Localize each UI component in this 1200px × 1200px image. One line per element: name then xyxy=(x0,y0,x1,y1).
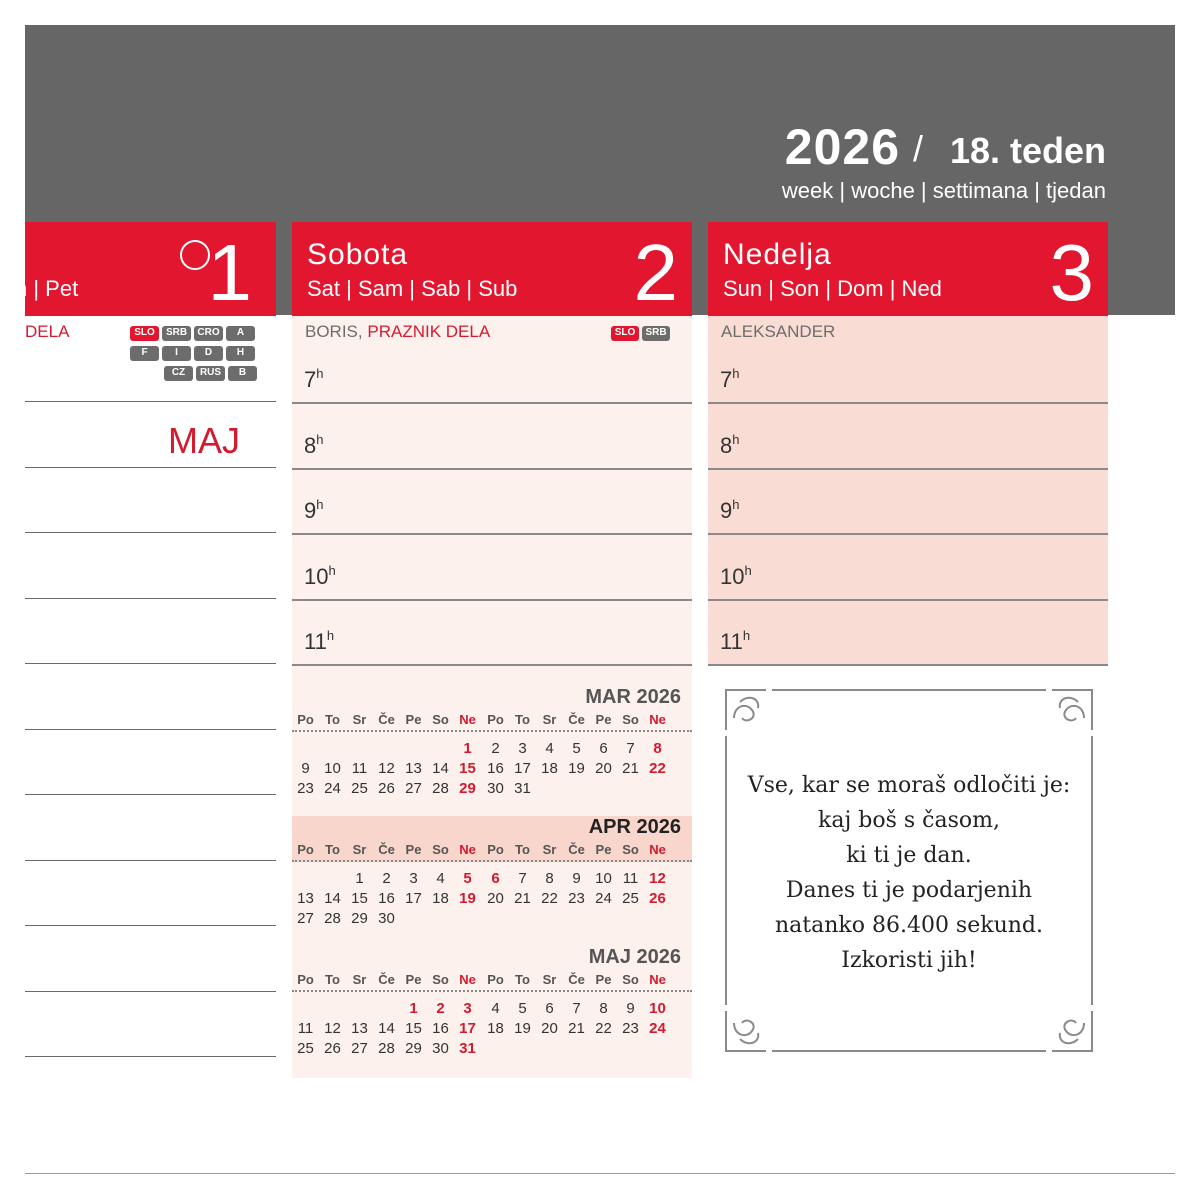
calendar-day: 23 xyxy=(622,1020,639,1037)
calendar-day: 19 xyxy=(568,760,585,777)
hour-number: 11 xyxy=(304,629,327,654)
flag-a: A xyxy=(226,326,255,341)
calendar-day: 12 xyxy=(324,1020,341,1037)
calendar-day: 23 xyxy=(297,780,314,797)
calendar-day: 4 xyxy=(436,870,445,887)
hour-label xyxy=(304,563,336,590)
day-subtitle: Sat | Sam | Sab | Sub xyxy=(307,276,518,301)
calendar-day: 1 xyxy=(409,1000,418,1017)
calendar-day: 4 xyxy=(491,1000,500,1017)
weekday-header: Pe xyxy=(405,712,422,727)
day-name: Sobota xyxy=(307,238,409,271)
hour-number: 8 xyxy=(304,432,317,458)
hour-suffix: h xyxy=(744,562,752,578)
hour-number: 7 xyxy=(304,367,317,392)
weekday-header: Po xyxy=(487,842,504,857)
calendar-day: 30 xyxy=(378,910,395,927)
hour-number: 7 xyxy=(720,367,733,392)
weekday-header: Po xyxy=(297,842,314,857)
calendar-day: 25 xyxy=(297,1040,314,1057)
calendar-day: 7 xyxy=(518,870,527,887)
hour-number: 10 xyxy=(304,563,329,589)
calendar-day: 2 xyxy=(382,870,391,887)
holiday-flags xyxy=(130,326,260,381)
calendar-day: 29 xyxy=(351,910,368,927)
calendar-day: 31 xyxy=(459,1040,476,1057)
calendar-day: 6 xyxy=(599,740,608,757)
hour-suffix: h xyxy=(316,366,324,381)
calendar-day: 31 xyxy=(514,780,531,797)
hour-suffix: h xyxy=(732,497,740,512)
calendar-day: 6 xyxy=(491,870,500,887)
hour-label xyxy=(720,563,752,590)
week-label: 18. teden xyxy=(949,130,1106,171)
calendar-day: 28 xyxy=(432,780,449,797)
hour-suffix: h xyxy=(328,562,336,578)
calendar-day: 9 xyxy=(626,1000,635,1017)
ruled-line xyxy=(25,860,276,861)
weekday-header: To xyxy=(325,712,340,727)
calendar-day: 1 xyxy=(463,740,472,757)
calendar-day: 11 xyxy=(622,870,639,887)
hour-suffix: h xyxy=(316,431,324,447)
weekday-header: Če xyxy=(568,712,585,727)
calendar-day: 13 xyxy=(405,760,422,777)
calendar-day: 22 xyxy=(649,760,666,777)
quote-line: Izkoristi jih! xyxy=(841,948,977,973)
calendar-day: 28 xyxy=(324,910,341,927)
quote-line: kaj boš s časom, xyxy=(818,808,1000,833)
calendar-day: 14 xyxy=(432,760,449,777)
month-label: MAJ xyxy=(168,420,240,461)
hour-suffix: h xyxy=(732,366,740,381)
hour-line xyxy=(708,533,1108,535)
hour-number: 8 xyxy=(720,432,733,458)
calendar-day: 13 xyxy=(351,1020,368,1037)
full-moon-icon xyxy=(180,240,210,270)
bottom-rule xyxy=(25,1173,1175,1174)
ruled-line xyxy=(25,794,276,795)
calendar-day: 15 xyxy=(405,1020,422,1037)
day-number: 2 xyxy=(633,228,678,317)
calendar-day: 12 xyxy=(649,870,666,887)
hour-line xyxy=(708,599,1108,601)
dotted-separator xyxy=(292,990,692,992)
weekday-header: Po xyxy=(297,712,314,727)
calendar-day: 16 xyxy=(432,1020,449,1037)
quote-line: Vse, kar se moraš odločiti je: xyxy=(747,773,1071,798)
day-header-sunday xyxy=(708,222,1108,316)
hour-number: 11 xyxy=(720,629,743,654)
calendar-day: 30 xyxy=(432,1040,449,1057)
calendar-day: 29 xyxy=(405,1040,422,1057)
saint-name: BORIS, xyxy=(305,322,368,341)
mini-calendar-title: MAJ 2026 xyxy=(588,946,681,968)
calendar-day: 13 xyxy=(297,890,314,907)
hour-line xyxy=(708,402,1108,404)
quote-line: natanko 86.400 sekund. xyxy=(774,913,1043,938)
day-number: 1 xyxy=(207,228,252,317)
weekday-header: Pe xyxy=(595,842,612,857)
calendar-day: 1 xyxy=(355,870,364,887)
weekday-header: Sr xyxy=(542,712,557,727)
calendar-day: 23 xyxy=(568,890,585,907)
calendar-day: 22 xyxy=(595,1020,612,1037)
mini-calendar-title: MAR 2026 xyxy=(585,686,681,708)
calendar-day: 14 xyxy=(324,890,341,907)
weekday-header: Če xyxy=(568,842,585,857)
ruled-line xyxy=(25,663,276,664)
flag-d: D xyxy=(194,346,223,361)
weekday-header: Če xyxy=(378,712,395,727)
weekday-header: To xyxy=(515,842,530,857)
calendar-day: 16 xyxy=(487,760,504,777)
quote-line: ki ti je dan. xyxy=(846,843,972,868)
calendar-day: 26 xyxy=(649,890,666,907)
weekday-header: Po xyxy=(487,712,504,727)
ruled-line xyxy=(25,991,276,992)
weekday-header: So xyxy=(432,842,449,857)
calendar-day: 14 xyxy=(378,1020,395,1037)
calendar-day: 20 xyxy=(487,890,504,907)
weekday-header: To xyxy=(515,972,530,987)
weekday-header: So xyxy=(622,972,639,987)
weekday-header: Sr xyxy=(352,972,367,987)
calendar-day: 19 xyxy=(459,890,476,907)
calendar-day: 2 xyxy=(436,1000,445,1017)
calendar-day: 18 xyxy=(541,760,558,777)
calendar-day: 8 xyxy=(599,1000,608,1017)
calendar-day: 11 xyxy=(351,760,368,777)
year-week-separator: / xyxy=(913,128,924,169)
day-header-saturday xyxy=(292,222,692,316)
calendar-day: 4 xyxy=(545,740,554,757)
calendar-day: 24 xyxy=(324,780,341,797)
calendar-day: 3 xyxy=(463,1000,472,1017)
weekday-header: Ne xyxy=(459,712,476,727)
flag-rus: RUS xyxy=(196,366,225,381)
dotted-separator xyxy=(292,860,692,862)
weekday-header: Če xyxy=(568,972,585,987)
weekday-header: Sr xyxy=(542,972,557,987)
saint-line xyxy=(305,322,490,342)
week-translations: week | woche | settimana | tjedan xyxy=(781,178,1106,203)
holiday-name: PRAZNIK DELA xyxy=(367,322,491,341)
weekday-header: Če xyxy=(378,842,395,857)
sunday-column-bg xyxy=(708,316,1108,664)
calendar-day: 6 xyxy=(545,1000,554,1017)
calendar-day: 10 xyxy=(649,1000,666,1017)
calendar-day: 29 xyxy=(459,780,476,797)
hour-number: 9 xyxy=(720,498,733,523)
weekday-header: Pe xyxy=(405,972,422,987)
weekday-header: Ne xyxy=(649,712,666,727)
calendar-day: 25 xyxy=(351,780,368,797)
weekday-header: Po xyxy=(487,972,504,987)
calendar-day: 18 xyxy=(432,890,449,907)
hour-line xyxy=(292,533,692,535)
weekday-header: So xyxy=(432,972,449,987)
weekday-header: Sr xyxy=(352,842,367,857)
day-number: 3 xyxy=(1049,228,1094,317)
calendar-day: 5 xyxy=(572,740,581,757)
hour-label xyxy=(720,366,739,393)
calendar-day: 27 xyxy=(405,780,422,797)
weekday-header: Ne xyxy=(459,842,476,857)
calendar-day: 19 xyxy=(514,1020,531,1037)
weekday-header: So xyxy=(622,712,639,727)
day-header-friday xyxy=(15,222,276,317)
calendar-day: 28 xyxy=(378,1040,395,1057)
flag-srb: SRB xyxy=(162,326,191,341)
day-name: Nedelja xyxy=(723,238,832,271)
hour-label xyxy=(304,497,323,524)
flag-cz: CZ xyxy=(164,366,193,381)
weekday-header: Pe xyxy=(595,712,612,727)
weekday-header: Ne xyxy=(649,972,666,987)
calendar-day: 17 xyxy=(459,1020,476,1037)
calendar-day: 15 xyxy=(351,890,368,907)
calendar-day: 21 xyxy=(568,1020,585,1037)
hour-label xyxy=(304,432,323,459)
calendar-day: 8 xyxy=(545,870,554,887)
calendar-day: 9 xyxy=(301,760,310,777)
calendar-day: 7 xyxy=(626,740,635,757)
calendar-day: 2 xyxy=(491,740,500,757)
flag-slo: SLO xyxy=(611,326,639,341)
hour-suffix: h xyxy=(742,628,751,643)
calendar-day: 20 xyxy=(541,1020,558,1037)
flag-srb: SRB xyxy=(642,326,670,341)
calendar-day: 8 xyxy=(653,740,662,757)
calendar-day: 26 xyxy=(378,780,395,797)
hour-label xyxy=(720,432,739,459)
hour-label xyxy=(304,366,323,393)
ruled-line xyxy=(25,729,276,730)
calendar-day: 27 xyxy=(351,1040,368,1057)
quote-line: Danes ti je podarjenih xyxy=(785,878,1033,903)
weekday-header: Ne xyxy=(459,972,476,987)
hour-suffix: h xyxy=(326,628,335,643)
calendar-day: 11 xyxy=(297,1020,314,1037)
calendar-day: 10 xyxy=(324,760,341,777)
saint-name: ALEKSANDER xyxy=(721,322,836,341)
calendar-day: 15 xyxy=(459,760,476,777)
day-subtitle: n | Pet xyxy=(15,276,79,301)
year-label: 2026 xyxy=(784,119,900,175)
flag-cro: CRO xyxy=(194,326,223,341)
flag-b: B xyxy=(228,366,257,381)
weekday-header: Pe xyxy=(405,842,422,857)
calendar-day: 24 xyxy=(649,1020,666,1037)
calendar-day: 21 xyxy=(622,760,639,777)
calendar-day: 16 xyxy=(378,890,395,907)
hour-line xyxy=(292,664,692,666)
quote-frame xyxy=(724,688,1094,1053)
hour-label xyxy=(304,628,334,655)
flag-slo: SLO xyxy=(130,326,159,341)
day-subtitle: Sun | Son | Dom | Ned xyxy=(723,276,942,301)
calendar-day: 22 xyxy=(541,890,558,907)
calendar-day: 17 xyxy=(514,760,531,777)
flag-f: F xyxy=(130,346,159,361)
dotted-separator xyxy=(292,730,692,732)
hour-line xyxy=(292,468,692,470)
saint-name: DELA xyxy=(25,322,70,341)
weekday-header: To xyxy=(325,842,340,857)
hour-line xyxy=(708,664,1108,666)
calendar-day: 9 xyxy=(572,870,581,887)
ruled-line xyxy=(25,532,276,533)
mini-calendar-title: APR 2026 xyxy=(588,816,681,838)
calendar-day: 3 xyxy=(518,740,527,757)
ruled-line xyxy=(25,598,276,599)
weekday-header: Sr xyxy=(542,842,557,857)
calendar-day: 17 xyxy=(405,890,422,907)
calendar-day: 27 xyxy=(297,910,314,927)
weekday-header: Sr xyxy=(352,712,367,727)
weekday-header: Če xyxy=(378,972,395,987)
calendar-day: 5 xyxy=(463,870,472,887)
ruled-line xyxy=(25,1056,276,1057)
hour-line xyxy=(292,402,692,404)
calendar-day: 25 xyxy=(622,890,639,907)
calendar-day: 3 xyxy=(409,870,418,887)
calendar-day: 26 xyxy=(324,1040,341,1057)
calendar-day: 24 xyxy=(595,890,612,907)
hour-label xyxy=(720,628,750,655)
calendar-day: 20 xyxy=(595,760,612,777)
hour-line xyxy=(292,599,692,601)
weekday-header: To xyxy=(325,972,340,987)
calendar-day: 5 xyxy=(518,1000,527,1017)
hour-suffix: h xyxy=(732,431,740,447)
weekday-header: Ne xyxy=(649,842,666,857)
hour-label xyxy=(720,497,739,524)
weekday-header: So xyxy=(622,842,639,857)
calendar-day: 7 xyxy=(572,1000,581,1017)
ruled-line xyxy=(25,925,276,926)
hour-number: 10 xyxy=(720,563,745,589)
holiday-flags xyxy=(611,326,670,341)
ruled-line xyxy=(25,467,276,468)
calendar-day: 21 xyxy=(514,890,531,907)
quote-text xyxy=(724,768,1094,978)
weekday-header: Pe xyxy=(595,972,612,987)
weekday-header: So xyxy=(432,712,449,727)
hour-line xyxy=(708,468,1108,470)
calendar-day: 12 xyxy=(378,760,395,777)
calendar-day: 18 xyxy=(487,1020,504,1037)
weekday-header: To xyxy=(515,712,530,727)
ruled-line xyxy=(25,401,276,402)
flag-h: H xyxy=(226,346,255,361)
hour-number: 9 xyxy=(304,498,317,523)
flag-i: I xyxy=(162,346,191,361)
calendar-day: 10 xyxy=(595,870,612,887)
weekday-header: Po xyxy=(297,972,314,987)
calendar-day: 30 xyxy=(487,780,504,797)
hour-suffix: h xyxy=(316,497,324,512)
